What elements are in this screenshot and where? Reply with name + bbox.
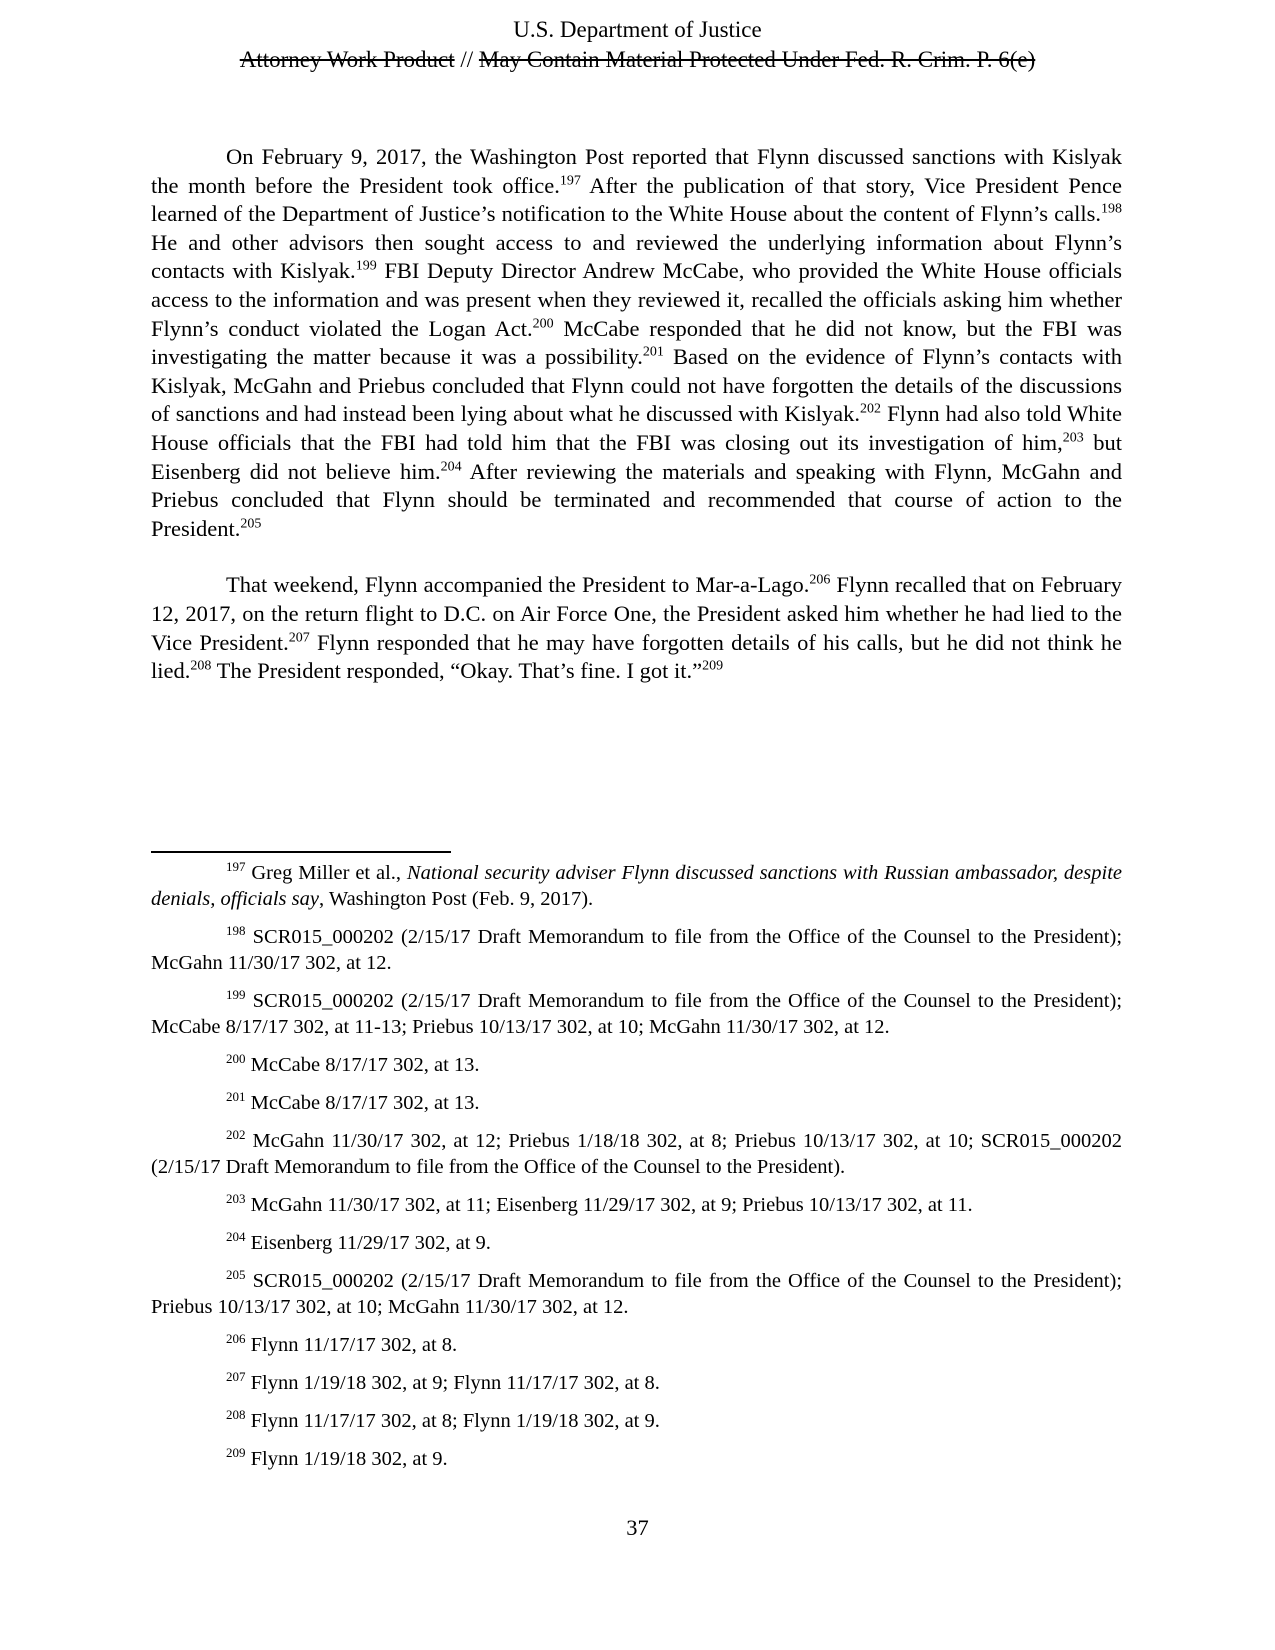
sentence: Based on the evidence of Flynn’s contacts with Kislyak, McGahn and Priebus concluded that Flynn could not have forgotten the details of the discussions of sanctions and had instead been lying about what he discussed with Kislyak. [151, 344, 1122, 427]
footnote-ref: 199 [355, 258, 377, 274]
body-paragraph-1 [151, 143, 1122, 543]
footnote-ref: 200 [532, 316, 554, 332]
footnote-text: , Washington Post (Feb. 9, 2017). [318, 888, 594, 910]
footnote-ref: 209 [702, 658, 724, 674]
footnote-number: 197 [226, 859, 246, 875]
footnote-number: 201 [226, 1089, 246, 1105]
footnote-text: McCabe 8/17/17 302, at 13. [250, 1092, 480, 1114]
footnote-201 [151, 1090, 1122, 1116]
sentence: Flynn responded that he may have forgotten details of his calls, but he did not think he lied. [151, 629, 1122, 684]
footnote-number: 203 [226, 1191, 246, 1207]
footnote-ref: 206 [809, 572, 831, 588]
footnote-text: Flynn 1/19/18 302, at 9; Flynn 11/17/17 302, at 8. [250, 1372, 660, 1394]
footnote-number: 205 [226, 1267, 246, 1283]
footnote-text: Flynn 1/19/18 302, at 9. [250, 1448, 448, 1470]
agency-name: U.S. Department of Justice [513, 17, 762, 42]
article-title: National security adviser Flynn discussed sanctions with Russian ambassador, despite denials, officials say [151, 862, 1122, 910]
footnote-209 [151, 1446, 1122, 1472]
footnote-number: 200 [226, 1051, 246, 1067]
footnote-text: Greg Miller et al., [251, 862, 407, 884]
footnote-ref: 207 [288, 630, 310, 646]
sentence: He and other advisors then sought access to and reviewed the underlying information about Flynn’s contacts with Kislyak. [151, 229, 1122, 284]
footnote-203 [151, 1192, 1122, 1218]
footnote-197 [151, 860, 1122, 912]
footnote-ref: 198 [1101, 201, 1122, 217]
footnote-199 [151, 988, 1122, 1040]
footnote-207 [151, 1370, 1122, 1396]
sentence: FBI Deputy Director Andrew McCabe, who provided the White House officials access to the information and was present when they reviewed it, recalled the officials asking him whether Flynn’s conduct violated the Logan Act. [151, 258, 1122, 341]
footnote-number: 208 [226, 1407, 246, 1423]
footnote-text: Flynn 11/17/17 302, at 8. [250, 1334, 458, 1356]
footnote-number: 206 [226, 1331, 246, 1347]
page-number: 37 [626, 1515, 649, 1540]
sentence: That weekend, Flynn accompanied the President to Mar-a-Lago. [226, 572, 810, 598]
page-header-markings [0, 45, 1275, 75]
footnote-text: McGahn 11/30/17 302, at 11; Eisenberg 11/29/17 302, at 9; Priebus 10/13/17 302, at 11. [250, 1194, 973, 1216]
footnote-separator [151, 851, 451, 853]
footnote-text: Flynn 11/17/17 302, at 8; Flynn 1/19/18 302, at 9. [250, 1410, 660, 1432]
footnote-text: McCabe 8/17/17 302, at 13. [250, 1054, 480, 1076]
sentence: Flynn had also told White House officials that the FBI had told him that the FBI was closing out its investigation of him, [151, 401, 1122, 455]
footnote-text: McGahn 11/30/17 302, at 12; Priebus 1/18/18 302, at 8; Priebus 10/13/17 302, at 10; SCR015_000202 (2/15/17 Draft Memorandum to file from the Office of the Counsel to the President). [151, 1130, 1122, 1178]
footnote-text: Eisenberg 11/29/17 302, at 9. [250, 1232, 491, 1254]
footnote-ref: 205 [240, 516, 262, 532]
footnote-202 [151, 1128, 1122, 1180]
footnote-number: 202 [226, 1127, 246, 1143]
body-text [151, 143, 1122, 686]
sentence: McCabe responded that he did not know, but the FBI was investigating the matter because it was a possibility. [151, 315, 1122, 370]
footnote-208 [151, 1408, 1122, 1434]
footnote-ref: 208 [190, 658, 212, 674]
footnote-ref: 202 [860, 401, 882, 417]
grand-jury-marking: May Contain Material Protected Under Fed. R. Crim. P. 6(e) [478, 47, 1036, 72]
work-product-marking: Attorney Work Product [239, 47, 455, 72]
footnote-206 [151, 1332, 1122, 1358]
marking-separator: // [460, 47, 474, 72]
footnote-number: 207 [226, 1369, 246, 1385]
sentence: After the publication of that story, Vice President Pence learned of the Department of Justice’s notification to the White House about the content of Flynn’s calls. [151, 172, 1122, 227]
footnote-ref: 197 [559, 173, 581, 189]
footnote-text: SCR015_000202 (2/15/17 Draft Memorandum to file from the Office of the Counsel to the President); McCabe 8/17/17 302, at 11-13; Priebus 10/13/17 302, at 10; McGahn 11/30/17 302, at 12. [151, 990, 1123, 1038]
footnote-198 [151, 924, 1122, 976]
footnote-text: SCR015_000202 (2/15/17 Draft Memorandum to file from the Office of the Counsel to the President); McGahn 11/30/17 302, at 12. [151, 926, 1123, 974]
footnote-number: 204 [226, 1229, 246, 1245]
footnote-number: 209 [226, 1445, 246, 1461]
body-paragraph-2 [151, 571, 1122, 685]
sentence: After reviewing the materials and speaking with Flynn, McGahn and Priebus concluded that Flynn should be terminated and recommended that course of action to the President. [151, 458, 1122, 541]
sentence: On February 9, 2017, the Washington Post reported that Flynn discussed sanctions with Kislyak the month before the President took office. [151, 144, 1122, 198]
footnote-205 [151, 1268, 1122, 1320]
sentence: Flynn recalled that on February 12, 2017, on the return flight to D.C. on Air Force One, the President asked him whether he had lied to the Vice President. [151, 572, 1123, 655]
footnote-200 [151, 1052, 1122, 1078]
sentence: but Eisenberg did not believe him. [151, 429, 1122, 484]
footnote-ref: 204 [440, 459, 462, 475]
footnote-204 [151, 1230, 1122, 1256]
footnote-text: SCR015_000202 (2/15/17 Draft Memorandum to file from the Office of the Counsel to the President); Priebus 10/13/17 302, at 10; McGahn 11/30/17 302, at 12. [151, 1270, 1123, 1318]
footnote-number: 199 [226, 987, 246, 1003]
sentence: The President responded, “Okay. That’s fine. I got it.” [211, 658, 703, 684]
footnotes [151, 860, 1122, 1484]
footnote-number: 198 [226, 923, 246, 939]
footnote-ref: 201 [642, 344, 664, 360]
page-header-agency [0, 15, 1275, 45]
footnote-ref: 203 [1062, 430, 1084, 446]
